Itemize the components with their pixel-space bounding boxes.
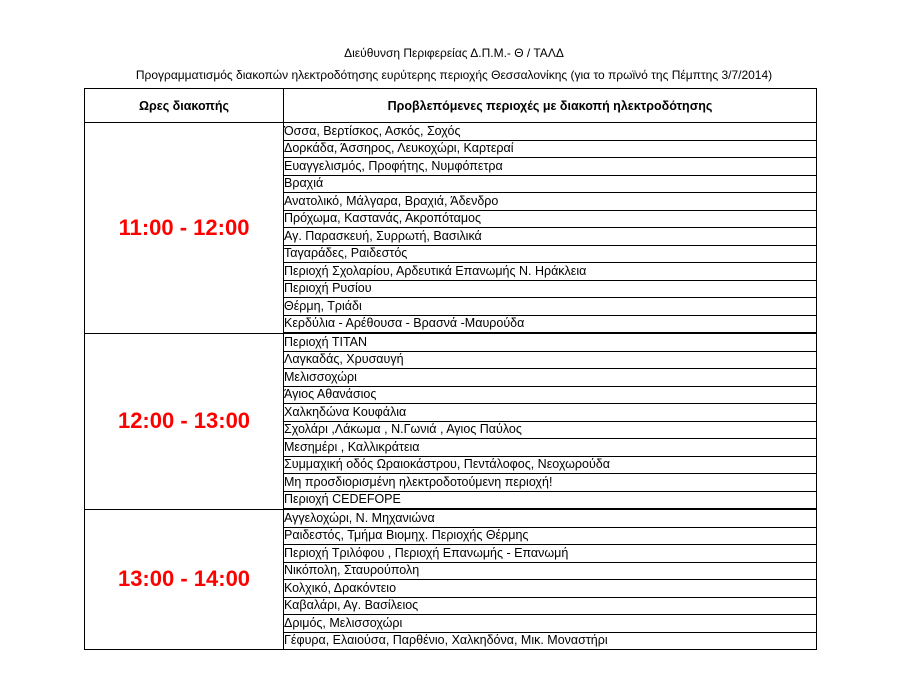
area-cell: Βραχιά [284,175,817,193]
time-slot: 11:00 - 12:00 [85,123,284,334]
document-title: Διεύθυνση Περιφερείας Δ.Π.Μ.- Θ / ΤΑΛΔ [344,46,564,60]
column-header-areas: Προβλεπόμενες περιοχές με διακοπή ηλεκτροδότησης [284,89,817,123]
area-cell: Μεσημέρι , Καλλικράτεια [284,439,817,457]
area-cell: Θέρμη, Τριάδι [284,298,817,316]
table-header-row [85,89,817,123]
area-cell: Περιοχή Σχολαρίου, Αρδευτικά Επανωμής Ν. Ηράκλεια [284,263,817,281]
area-cell: Όσσα, Βερτίσκος, Ασκός, Σοχός [284,123,817,141]
area-cell: Περιοχή Τριλόφου , Περιοχή Επανωμής - Επανωμή [284,545,817,563]
area-cell: Κολχικό, Δρακόντειο [284,580,817,598]
area-cell: Ανατολικό, Μάλγαρα, Βραχιά, Άδενδρο [284,193,817,211]
area-cell: Σχολάρι ,Λάκωμα , Ν.Γωνιά , Αγιος Παύλος [284,421,817,439]
outage-schedule-table [84,88,817,650]
area-cell: Μη προσδιορισμένη ηλεκτροδοτούμενη περιοχή! [284,474,817,492]
area-cell: Περιοχή Ρυσίου [284,280,817,298]
table-row [85,123,817,141]
table-body [85,123,817,650]
area-cell: Πρόχωμα, Καστανάς, Ακροπόταμος [284,210,817,228]
area-cell: Αγ. Παρασκευή, Συρρωτή, Βασιλικά [284,228,817,246]
area-cell: Μελισσοχώρι [284,369,817,387]
time-slot: 12:00 - 13:00 [85,333,284,509]
area-cell: Λαγκαδάς, Χρυσαυγή [284,351,817,369]
area-cell: Κερδύλια - Αρέθουσα - Βρασνά -Μαυρούδα [284,315,817,333]
area-cell: Δορκάδα, Άσσηρος, Λευκοχώρι, Καρτεραί [284,140,817,158]
area-cell: Νικόπολη, Σταυρούπολη [284,562,817,580]
time-slot: 13:00 - 14:00 [85,509,284,650]
area-cell: Αγγελοχώρι, Ν. Μηχανιώνα [284,509,817,527]
area-cell: Δριμός, Μελισσοχώρι [284,615,817,633]
area-cell: Ταγαράδες, Ραιδεστός [284,245,817,263]
document-subtitle: Προγραμματισμός διακοπών ηλεκτροδότησης ευρύτερης περιοχής Θεσσαλονίκης (για το πρωϊνό της Πέμπτης 3/7/2014) [135,68,773,82]
area-cell: Άγιος Αθανάσιος [284,386,817,404]
area-cell: Συμμαχική οδός Ωραιοκάστρου, Πεντάλοφος, Νεοχωρούδα [284,456,817,474]
table-row [85,333,817,351]
area-cell: Ευαγγελισμός, Προφήτης, Νυμφόπετρα [284,158,817,176]
area-cell: Ραιδεστός, Τμήμα Βιομηχ. Περιοχής Θέρμης [284,527,817,545]
area-cell: Χαλκηδώνα Κουφάλια [284,404,817,422]
area-cell: Περιοχή ΤΙΤΑΝ [284,333,817,351]
table-row [85,509,817,527]
column-header-time: Ωρες διακοπής [85,89,284,123]
area-cell: Καβαλάρι, Αγ. Βασίλειος [284,597,817,615]
area-cell: Περιοχή CEDEFOPE [284,491,817,509]
area-cell: Γέφυρα, Ελαιούσα, Παρθένιο, Χαλκηδόνα, Μικ. Μοναστήρι [284,632,817,650]
